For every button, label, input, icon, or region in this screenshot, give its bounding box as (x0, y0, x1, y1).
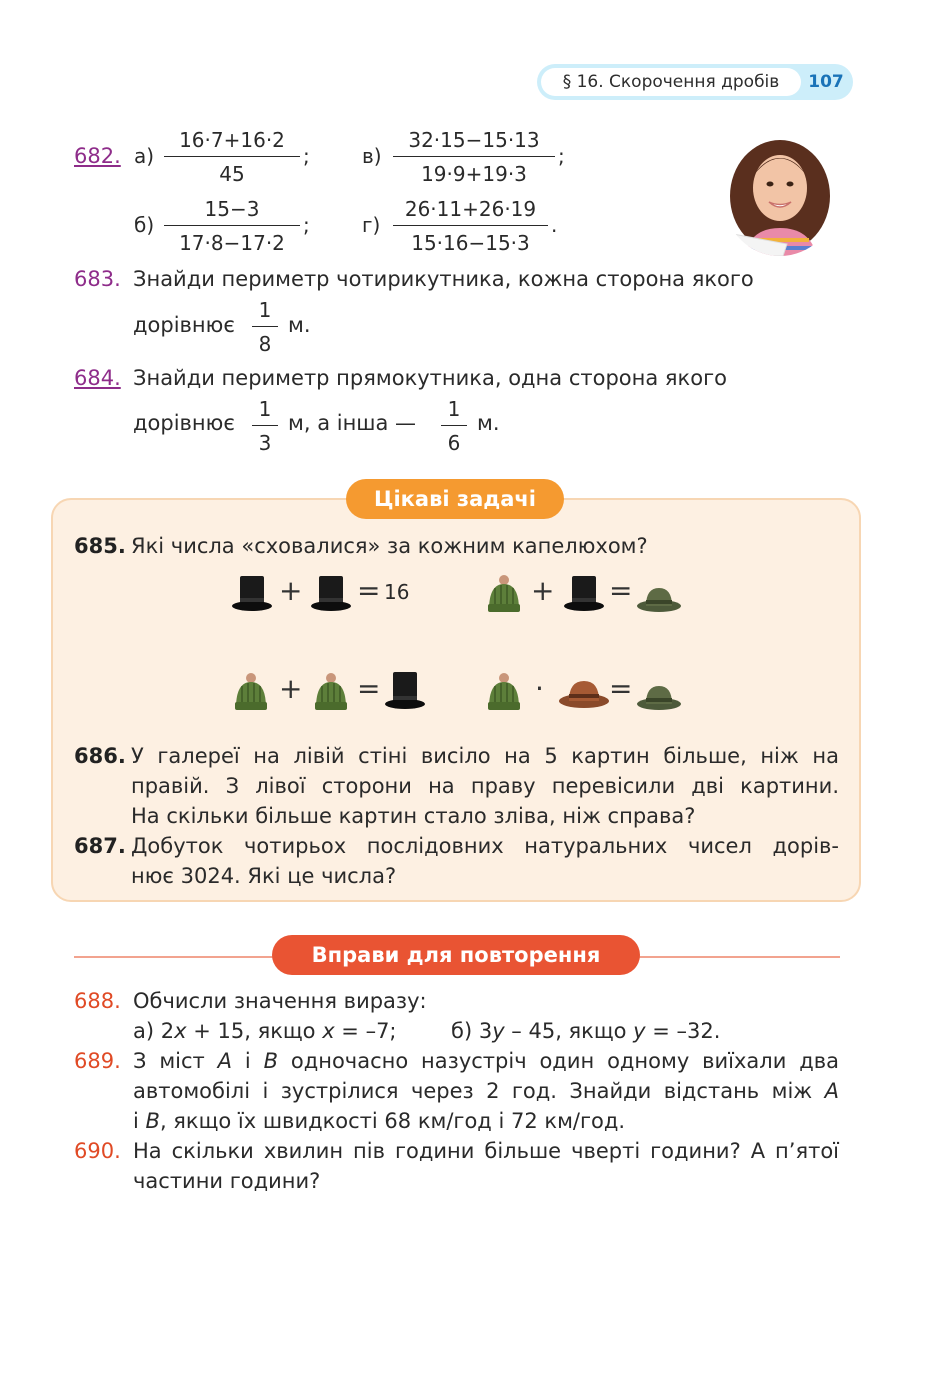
plus-sign: + (279, 672, 303, 705)
exercise-690-line-2: частини години? (133, 1169, 321, 1193)
variable-y: y (492, 1019, 505, 1043)
city-a: A (824, 1079, 839, 1103)
text: , якщо їх швидкості 68 км/год і 72 км/год. (159, 1109, 626, 1133)
text: – 45, якщо (504, 1019, 634, 1043)
variable-y: y (633, 1019, 646, 1043)
exercise-690-number: 690. (74, 1139, 121, 1163)
fraction-682v-numerator: 32·15−15·13 (408, 128, 540, 152)
plus-sign: + (279, 574, 303, 607)
fraction-684-first (252, 396, 278, 456)
fraction-684-first-denominator: 3 (258, 431, 272, 455)
fraction-684-second-numerator: 1 (447, 397, 461, 421)
fraction-683 (252, 297, 278, 357)
exercise-685-number: 685. (74, 534, 126, 558)
text: б) 3 (451, 1019, 493, 1043)
fraction-682b-numerator: 15−3 (204, 197, 260, 221)
equals-sign: = (609, 574, 633, 607)
fraction-683-numerator: 1 (258, 298, 272, 322)
fraction-bar (393, 156, 555, 157)
fraction-682b (164, 196, 300, 256)
exercise-689-line-3 (133, 1106, 625, 1136)
exercise-684-number: 684. (74, 366, 121, 390)
fraction-684-first-numerator: 1 (258, 397, 272, 421)
fraction-684-second-denominator: 6 (447, 431, 461, 455)
fraction-682a-denominator: 45 (219, 162, 245, 186)
text: одночасно назустріч один одному виїхали два (278, 1049, 839, 1073)
text: З міст (133, 1049, 218, 1073)
knit-beanie-icon (486, 574, 522, 614)
variable-x: x (174, 1019, 187, 1043)
page-number: 107 (808, 72, 844, 92)
exercise-687-line-2: нює 3024. Які це числа? (131, 864, 397, 888)
fraction-682b-denominator: 17·8−17·2 (179, 231, 285, 255)
exercise-686-line-1: У галереї на лівій стіні висіло на 5 картин більше, ніж на (131, 744, 839, 768)
review-exercises-title: Вправи для повторення (272, 935, 640, 975)
knit-beanie-icon (233, 672, 269, 712)
interesting-problems-title: Цікаві задачі (346, 479, 564, 519)
variable-x: x (322, 1019, 335, 1043)
text: а) 2 (133, 1019, 175, 1043)
fraction-bar (393, 225, 548, 226)
period: . (551, 213, 558, 237)
top-hat-icon (563, 574, 605, 614)
fraction-682g-denominator: 15·16−15·3 (411, 231, 530, 255)
multiply-dot: · (535, 672, 544, 705)
fraction-bar (164, 156, 300, 157)
text: і (133, 1109, 146, 1133)
exercise-686-line-2: правій. З лівої сторони на праву перевісили дві картини. (131, 774, 839, 798)
exercise-689-line-2 (133, 1076, 839, 1106)
exercise-688-line-1: Обчисли значення виразу: (133, 989, 427, 1013)
top-hat-icon (310, 574, 352, 614)
text: = –7; (334, 1019, 397, 1043)
text: і (232, 1049, 264, 1073)
equals-sign: = (357, 672, 381, 705)
exercise-688-part-b (451, 1016, 720, 1046)
fraction-682v-denominator: 19·9+19·3 (421, 162, 527, 186)
exercise-683-text: Знайди периметр чотирикутника, кожна сторона якого (133, 267, 754, 291)
text: = –32. (645, 1019, 721, 1043)
exercise-684-text: Знайди периметр прямокутника, одна сторона якого (133, 366, 727, 390)
exercise-685-text: Які числа «сховалися» за кожним капелюхом? (131, 534, 648, 558)
unit-meters: м. (477, 411, 500, 435)
semicolon: ; (558, 144, 565, 168)
unit-meters: м. (288, 313, 311, 337)
exercise-689-line-1 (133, 1046, 839, 1076)
text: автомобілі і зустрілися через 2 год. Знайди відстань між (133, 1079, 825, 1103)
exercise-687-number: 687. (74, 834, 126, 858)
result-value: 16 (384, 580, 410, 604)
knit-beanie-icon (486, 672, 522, 712)
fraction-bar (441, 425, 467, 426)
fraction-682g-numerator: 26·11+26·19 (404, 197, 537, 221)
label-682v: в) (362, 144, 382, 168)
green-fedora-icon (636, 582, 682, 614)
exercise-687-line-1: Добуток чотирьох послідовних натуральних чисел дорів- (131, 834, 839, 858)
brown-hat-icon (558, 676, 610, 710)
text: + 15, якщо (186, 1019, 323, 1043)
fraction-bar (164, 225, 300, 226)
fraction-682g (393, 196, 548, 256)
label-682b: б) (134, 213, 155, 237)
fraction-684-second (441, 396, 467, 456)
fraction-bar (252, 425, 278, 426)
fraction-682a-numerator: 16·7+16·2 (179, 128, 285, 152)
exercise-683-text-2: дорівнює (133, 313, 235, 337)
city-a: A (217, 1049, 233, 1073)
fraction-683-denominator: 8 (258, 332, 272, 356)
girl-avatar (725, 136, 835, 256)
green-fedora-icon (636, 680, 682, 712)
plus-sign: + (531, 574, 555, 607)
semicolon: ; (303, 144, 310, 168)
exercise-682-number: 682. (74, 144, 121, 168)
exercise-688-number: 688. (74, 989, 121, 1013)
exercise-690-line-1: На скільки хвилин пів години більше чверті години? А п’ятої (133, 1139, 839, 1163)
exercise-684-text-2: дорівнює (133, 411, 235, 435)
city-b: B (263, 1049, 278, 1073)
girl-portrait-image (725, 136, 835, 256)
label-682a: а) (134, 144, 155, 168)
exercise-684-text-3: м, а інша — (288, 411, 417, 435)
fraction-682v (393, 127, 555, 187)
top-hat-icon (231, 574, 273, 614)
equals-sign: = (609, 672, 633, 705)
fraction-bar (252, 326, 278, 327)
exercise-686-line-3: На скільки більше картин стало зліва, ніж справа? (131, 804, 696, 828)
semicolon: ; (303, 213, 310, 237)
knit-beanie-icon (313, 672, 349, 712)
top-hat-icon (384, 670, 426, 712)
fraction-682a (164, 127, 300, 187)
exercise-689-number: 689. (74, 1049, 121, 1073)
exercise-683-number: 683. (74, 267, 121, 291)
section-title: § 16. Скорочення дробів (541, 68, 801, 96)
equals-sign: = (357, 574, 381, 607)
label-682g: г) (362, 213, 381, 237)
exercise-686-number: 686. (74, 744, 126, 768)
exercise-688-part-a (133, 1016, 397, 1046)
city-b: B (145, 1109, 160, 1133)
